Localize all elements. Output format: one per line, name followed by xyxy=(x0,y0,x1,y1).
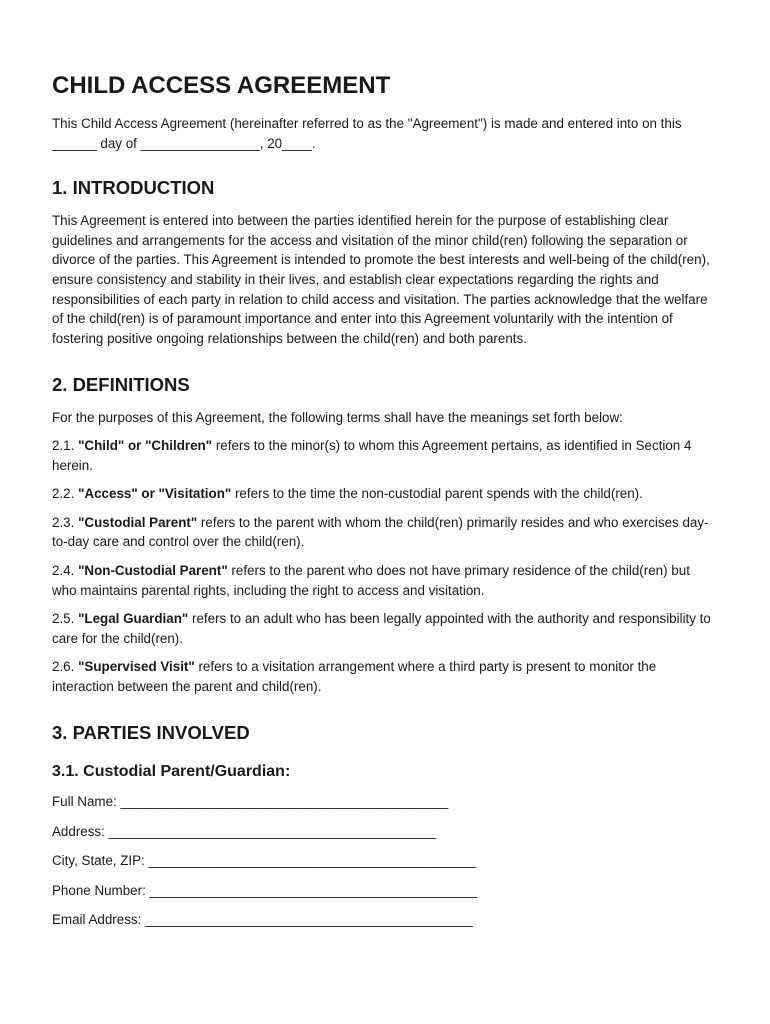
definition-text: refers to an adult who has been legally appointed with the authority and responsibility to care for the child(ren). xyxy=(52,611,711,646)
definition-text: refers to the parent who does not have primary residence of the child(ren) but who maintains parental rights, including the right to access and visitation. xyxy=(52,562,690,598)
field-blank[interactable]: ____________________________________________ xyxy=(108,823,437,839)
field-label: Full Name: xyxy=(52,794,117,810)
subsection-heading-custodial: 3.1. Custodial Parent/Guardian: xyxy=(52,763,291,781)
definition-item xyxy=(52,484,718,504)
field-blank[interactable]: ____________________________________________ xyxy=(145,912,473,928)
field-label: Address: xyxy=(52,823,105,839)
definition-item xyxy=(52,436,718,475)
field-label: Email Address: xyxy=(52,912,142,928)
definition-number: 2.2. xyxy=(52,486,75,502)
section-heading-parties: 3. PARTIES INVOLVED xyxy=(52,722,250,744)
definition-term: "Custodial Parent" xyxy=(78,514,198,530)
definition-text: refers to the parent with whom the child(ren) primarily resides and who exercises day-to-day care and control over the child(ren). xyxy=(52,514,709,550)
section-heading-introduction: 1. INTRODUCTION xyxy=(52,177,215,199)
form-field-full-name[interactable] xyxy=(52,792,718,811)
field-label: Phone Number: xyxy=(52,882,146,898)
intro-paragraph: This Child Access Agreement (hereinafter referred to as the "Agreement") is made and entered into on this ______ day of ________________, 20____. xyxy=(52,116,682,151)
definition-number: 2.3. xyxy=(52,514,75,530)
document-title: CHILD ACCESS AGREEMENT xyxy=(52,72,391,99)
definition-item xyxy=(52,513,718,552)
form-field-address[interactable] xyxy=(52,822,718,841)
definition-item xyxy=(52,561,718,600)
definition-term: "Child" or "Children" xyxy=(78,437,213,453)
form-field-city-state-zip[interactable] xyxy=(52,851,718,870)
definition-term: "Legal Guardian" xyxy=(78,611,189,627)
definition-term: "Supervised Visit" xyxy=(78,659,195,675)
field-blank[interactable]: ____________________________________________ xyxy=(148,853,477,869)
definition-number: 2.1. xyxy=(52,437,75,453)
definition-item xyxy=(52,657,718,696)
definition-number: 2.4. xyxy=(52,562,75,578)
definition-text: refers to the minor(s) to whom this Agreement pertains, as identified in Section 4 herein. xyxy=(52,437,692,473)
field-label: City, State, ZIP: xyxy=(52,853,145,869)
definition-item xyxy=(52,609,718,648)
definition-term: "Access" or "Visitation" xyxy=(78,486,232,502)
introduction-body: This Agreement is entered into between the parties identified herein for the purpose of establishing clear guidelines and arrangements for the access and visitation of the minor child(ren) following the separation or divorce of the parties. This Agreement is intended to promote the best interests and well-being of the child(ren), ensure consistency and stability in their lives, and establish clear expectations regarding the rights and responsibilities of each party in relation to child access and visitation. The parties acknowledge that the welfare of the child(ren) is of paramount importance and enter into this Agreement voluntarily with the intention of fostering positive ongoing relationships between the child(ren) and both parents. xyxy=(52,213,710,346)
definition-text: refers to the time the non-custodial parent spends with the child(ren). xyxy=(234,486,643,502)
definition-term: "Non-Custodial Parent" xyxy=(78,562,228,578)
definitions-list xyxy=(52,436,718,697)
definition-number: 2.6. xyxy=(52,659,75,675)
section-heading-definitions: 2. DEFINITIONS xyxy=(52,374,190,396)
custodial-fields xyxy=(52,792,718,929)
form-field-phone-number[interactable] xyxy=(52,881,718,900)
definitions-lead: For the purposes of this Agreement, the following terms shall have the meanings set forth below: xyxy=(52,410,623,426)
definition-number: 2.5. xyxy=(52,611,75,627)
form-field-email-address[interactable] xyxy=(52,910,718,929)
field-blank[interactable]: ____________________________________________ xyxy=(120,794,449,810)
field-blank[interactable]: ____________________________________________ xyxy=(149,882,478,898)
definition-text: refers to a visitation arrangement where a third party is present to monitor the interaction between the parent and child(ren). xyxy=(52,659,657,694)
